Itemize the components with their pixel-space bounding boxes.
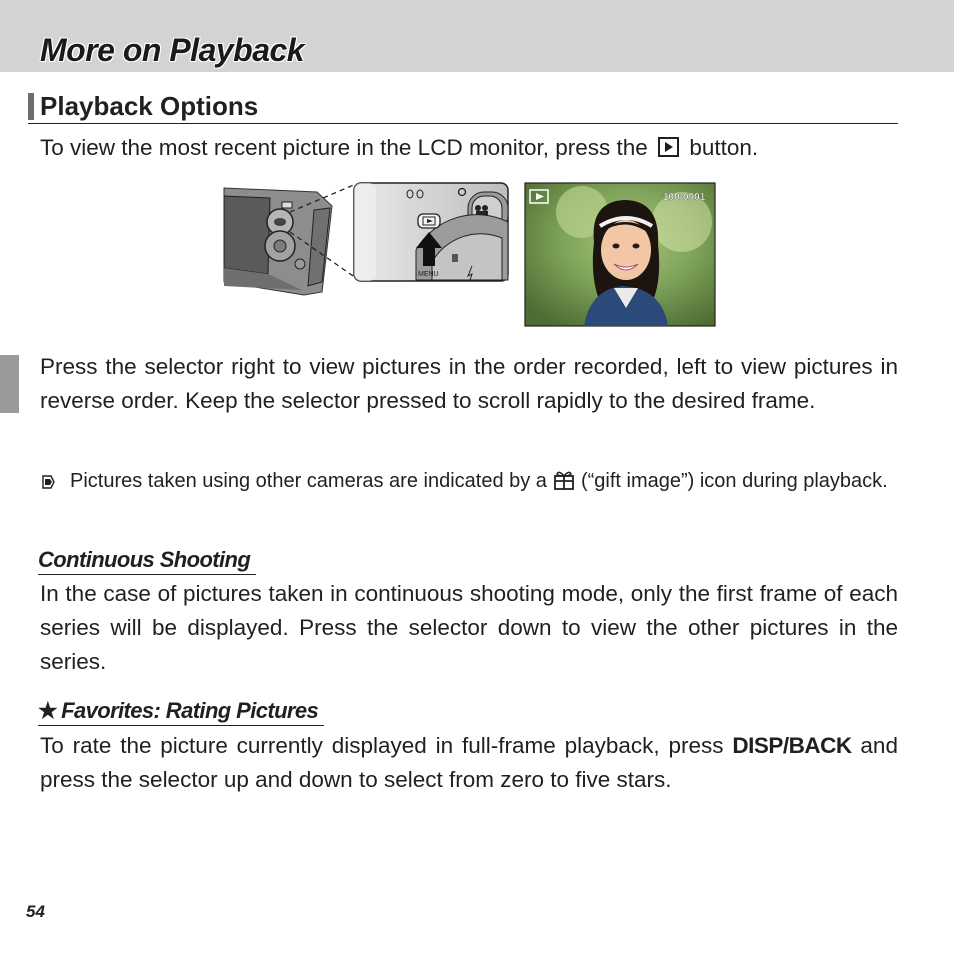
intro-text-before: To view the most recent picture in the LCD monitor, press the xyxy=(40,135,648,160)
note-pencil-icon xyxy=(40,473,56,491)
intro-text-after: button. xyxy=(689,135,759,160)
star-icon: ★ xyxy=(38,698,58,723)
section-heading xyxy=(28,90,898,124)
side-tab xyxy=(0,355,19,413)
favorites-heading-text: Favorites: Rating Pictures xyxy=(61,698,319,723)
page-number: 54 xyxy=(26,902,45,921)
favorites-heading xyxy=(38,697,324,726)
note-paragraph xyxy=(40,466,898,496)
section-heading-text: Playback Options xyxy=(40,91,259,121)
favorites-paragraph xyxy=(40,729,898,797)
playback-figure xyxy=(222,182,716,327)
camera-back-illustration xyxy=(224,188,332,295)
menu-label: MENU xyxy=(418,271,439,278)
lcd-screen-preview xyxy=(525,183,715,326)
selector-paragraph: Press the selector right to view pictures in the order recorded, left to view pictures in reverse order. Keep the selector pressed to scroll rapidly to the desired frame. xyxy=(40,354,898,413)
note-text-after: (“gift image”) icon during playback. xyxy=(580,470,888,492)
frame-number-label: 100-0001 xyxy=(663,192,706,203)
gift-image-icon xyxy=(553,470,575,490)
note-text-before: Pictures taken using other cameras are indicated by a xyxy=(70,470,547,492)
intro-paragraph xyxy=(40,131,920,165)
playback-illustration xyxy=(222,182,716,327)
disp-back-button-label: DISP/BACK xyxy=(732,733,852,758)
continuous-shooting-paragraph: In the case of pictures taken in continuous shooting mode, only the first frame of each series will be displayed. Press the selector down to view the other pictures in the series. xyxy=(40,581,898,674)
continuous-shooting-heading: Continuous Shooting xyxy=(38,546,256,575)
note-text xyxy=(40,466,898,496)
playback-button-icon xyxy=(658,137,679,157)
camera-zoom-panel xyxy=(354,183,508,281)
favorites-text-after: and press the selector up and down to select from zero to five stars. xyxy=(40,733,898,792)
section-heading-bar xyxy=(28,93,34,120)
chapter-title: More on Playback xyxy=(40,32,305,68)
favorites-text-before: To rate the picture currently displayed in full-frame playback, press xyxy=(40,733,724,758)
